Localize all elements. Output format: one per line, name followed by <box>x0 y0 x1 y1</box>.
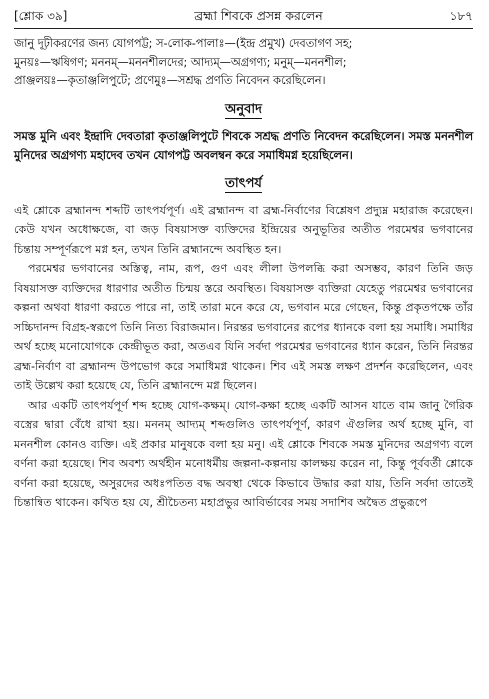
word-by-word-synonyms <box>14 35 473 91</box>
purport-paragraph: আর একটি তাৎপর্যপূর্ণ শব্দ হচ্ছে যোগ-কক্ষম্‌। যোগ-কক্ষা হচ্ছে একটি আসন যাতে বাম জানু গৈরিক বস্ত্রের দ্বারা বেঁধে রাখা হয়। মননম্‌ আদ্যম্‌ শব্দগুলিও তাৎপর্যপূর্ণ, কারণ ঐগুলির অর্থ হচ্ছে মুনি, বা মননশীল কোনও ব্যক্তি। এই প্রকার মানুষকে বলা হয় মনু। এই শ্লোকে শিবকে সমস্ত মুনিদের অগ্রগণ্য বলে বর্ণনা করা হয়েছে। শিব অবশ্য অর্থহীন মনোধর্মীয় জল্পনা-কল্পনায় কালক্ষয় করেন না, কিন্তু পূর্ববর্তী শ্লোকে বর্ণনা করা হয়েছে, অসুরদের অধঃপতিত বদ্ধ অবস্থা থেকে কিভাবে উদ্ধার করা যায়, তিনি সর্বদা তাতেই চিন্তান্বিত থাকেন। কথিত হয় যে, শ্রীচৈতন্য মহাপ্রভুর আবির্ভাবের সময় সদাশিব অদ্বৈত প্রভুরূপে <box>14 398 473 509</box>
synonyms-line: মুনয়ঃ—ঋষিগণ; মননম্‌—মননশীলদের; আদ্যম্‌—অগ্রগণ্য; মনুম্‌—মননশীল; <box>14 55 347 69</box>
page-number: ১৮৭ <box>449 9 473 23</box>
synonyms-line: জানু দূঢ়ীকরণের জন্য যোগপট্ট; স-লোক-পালাঃ—(ইন্দ্র প্রমুখ) দেবতাগণ সহ; <box>14 37 353 50</box>
purport-heading: তাৎপর্য <box>225 175 262 191</box>
page-header <box>14 8 473 26</box>
header-rule <box>14 28 473 29</box>
purport-paragraph: এই শ্লোকে ব্রহ্মানন্দ শব্দটি তাৎপর্যপূর্ণ। এই ব্রহ্মানন্দ বা ব্রহ্ম-নির্বাণের বিশ্লেষণ প্রদ্যুম্ন মহারাজ করেছেন। কেউ যখন অধোক্ষজে, বা জড় বিষয়াসক্ত ব্যক্তিদের ইন্দ্রিয়ের অনুভূতির অতীত পরমেশ্বর ভগবানের চিন্তায় সম্পূর্ণরূপে মগ্ন হন, তখন তিনি ব্রহ্মানন্দে অবস্থিত হন। <box>14 203 473 256</box>
purport-paragraph: পরমেশ্বর ভগবানের অস্তিত্ব, নাম, রূপ, গুণ এবং লীলা উপলব্ধি করা অসম্ভব, কারণ তিনি জড় বিষয়াসক্ত ব্যক্তিদের ধারণার অতীত চিন্ময় স্তরে অবস্থিত। বিষয়াসক্ত ব্যক্তিরা যেহেতু পরমেশ্বর ভগবানের কল্পনা অথবা ধারণা করতে পারে না, তাই তারা মনে করে যে, ভগবান মরে গেছেন, কিন্তু প্রকৃতপক্ষে তাঁর সচ্চিদানন্দ বিগ্রহ-স্বরূপে তিনি নিত্য বিরাজমান। নিরন্তর ভগবানের রূপের ধ্যানকে বলা হয় সমাধি। সমাধির অর্থ হচ্ছে মনোযোগকে কেন্দ্রীভূত করা, অতএব যিনি সর্বদা পরমেশ্বর ভগবানের ধ্যান করেন, তিনি নিরন্তর ব্রহ্ম-নির্বাণ বা ব্রহ্মানন্দ উপভোগ করে সমাধিমগ্ন থাকেন। শিব এই সমস্ত লক্ষণ প্রদর্শন করেছিলেন, এবং তাই উল্লেখ করা হয়েছে যে, তিনি ব্রহ্মানন্দে মগ্ন ছিলেন। <box>14 262 473 392</box>
chapter-title: ব্রহ্মা শিবকে প্রসন্ন করলেন <box>194 8 323 23</box>
translation-text: সমস্ত মুনি এবং ইন্দ্রাদি দেবতারা কৃতাঞ্জলিপুটে শিবকে সশ্রদ্ধ প্রণতি নিবেদন করেছিলেন। সমস্ত মননশীল মুনিদের অগ্রগণ্য মহাদেব তখন যোগপট্ট অবলম্বন করে সমাধিমগ্ন হয়েছিলেন। <box>14 129 473 162</box>
purport-body <box>14 201 473 513</box>
translation-heading: অনুবাদ <box>225 101 262 117</box>
synonyms-line: প্রাঞ্জলয়ঃ—কৃতাঞ্জলিপুটে; প্রণেমুঃ—সশ্রদ্ধ প্রণতি নিবেদন করেছিলেন। <box>14 74 326 87</box>
verse-reference: [শ্লোক ৩৯] <box>14 9 68 23</box>
